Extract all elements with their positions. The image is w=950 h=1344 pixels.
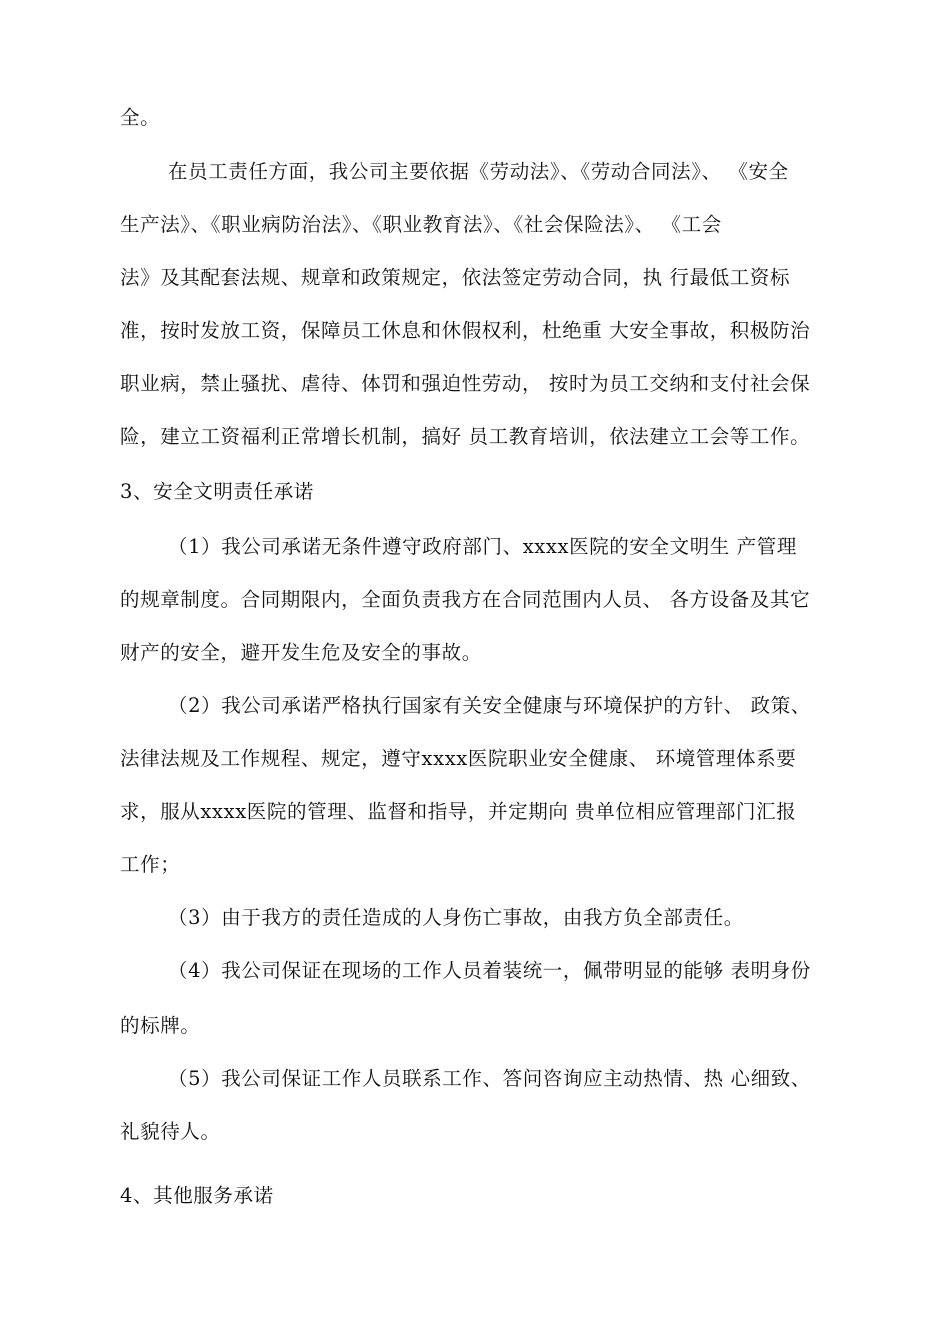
section-heading-safety: 3、安全文明责任承诺 [120,480,314,503]
text-line: 全。 [120,106,161,129]
text-line: 险，建立工资福利正常增长机制，搞好 员工教育培训，依法建立工会等工作。 [120,425,811,448]
text-line: 准，按时发放工资，保障员工休息和休假权利，杜绝重 大安全事故，积极防治 [120,319,811,342]
paragraph-item-3: （3）由于我方的责任造成的人身伤亡事故，由我方负全部责任。 [168,906,744,929]
text-line: 的规章制度。合同期限内，全面负责我方在合同范围内人员、 各方设备及其它 [120,588,811,611]
text-line: 工作； [120,853,181,876]
text-line: 的标牌。 [120,1014,201,1037]
text-line: 法》及其配套法规、规章和政策规定，依法签定劳动合同，执 行最低工资标 [120,266,791,289]
paragraph-item-5: （5）我公司保证工作人员联系工作、答问咨询应主动热情、热 心细致、 [168,1067,811,1090]
text-line: 财产的安全，避开发生危及安全的事故。 [120,641,482,664]
text-line: 生产法》、《职业病防治法》、《职业教育法》、《社会保险法》、 《工会 [120,213,722,236]
text-line: 求，服从xxxx医院的管理、监督和指导，并定期向 贵单位相应管理部门汇报 [120,800,797,823]
paragraph-item-2: （2）我公司承诺严格执行国家有关安全健康与环境保护的方针、 政策、 [168,694,811,717]
text-line: 职业病，禁止骚扰、虐待、体罚和强迫性劳动， 按时为员工交纳和支付社会保 [120,372,811,395]
paragraph-item-4: （4）我公司保证在现场的工作人员着装统一，佩带明显的能够 表明身份 [168,959,811,982]
section-heading-other-services: 4、其他服务承诺 [120,1184,274,1207]
text-line: 法律法规及工作规程、规定，遵守xxxx医院职业安全健康、 环境管理体系要 [120,747,797,770]
paragraph-employee-responsibility: 在员工责任方面，我公司主要依据《劳动法》、《劳动合同法》、 《安全 [168,160,789,183]
text-line: 礼貌待人。 [120,1120,221,1143]
paragraph-item-1: （1）我公司承诺无条件遵守政府部门、xxxx医院的安全文明生 产管理 [168,535,797,558]
